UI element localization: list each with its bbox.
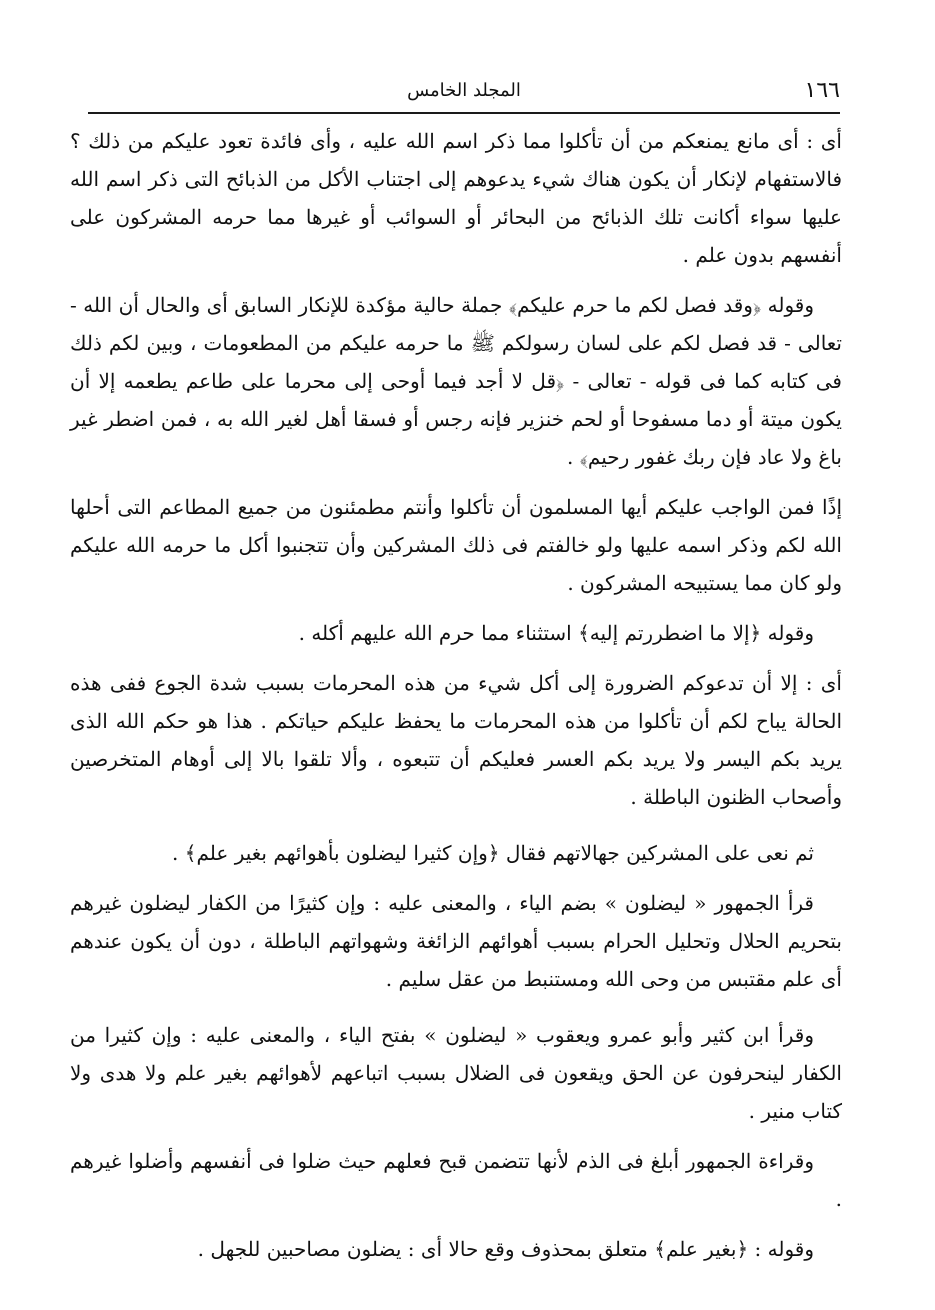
paragraph: أى : إلا أن تدعوكم الضرورة إلى أكل شيء من هذه المحرمات بسبب شدة الجوع ففى هذه الحالة يباح لكم أن تأكلوا من هذه المحرمات ما يحفظ عليكم حياتكم . هذا هو حكم الله الذى يريد بكم اليسر ولا يريد بكم العسر فعليكم أن تتبعوه ، وألا تلقوا بالا إلى أوهام المتخرصين وأصحاب الظنون الباطلة . (70, 671, 842, 809)
running-title: المجلد الخامس (407, 80, 521, 101)
paragraph: إذًا فمن الواجب عليكم أيها المسلمون أن تأكلوا وأنتم مطمئنون من جميع المطاعم التى أحلها الله لكم وذكر اسمه عليها ولو خالفتم فى ذلك المشركين وأن تتجنبوا أكل ما حرمه الله عليكم ولو كان مما يستبيحه المشركون . (70, 495, 843, 595)
page-number: ١٦٦ (804, 78, 840, 103)
paragraph: وقرأ ابن كثير وأبو عمرو ويعقوب « ليضلون » بفتح الياء ، والمعنى عليه : وإن كثيرا من الكفار لينحرفون عن الحق ويقعون فى الضلال بسبب اتباعهم لأهوائهم بغير علم ولا هدى ولا كتاب منير . (70, 1023, 842, 1123)
header-rule (88, 112, 840, 114)
paragraph: قرأ الجمهور « ليضلون » بضم الياء ، والمعنى عليه : وإن كثيرًا من الكفار ليضلون غيرهم بتحريم الحلال وتحليل الحرام بسبب أهوائهم الزائغة وشهواتهم الباطلة ، دون أن يكون عندهم أى علم مقتبس من وحى الله ومستنبط من عقل سليم . (70, 891, 842, 991)
page-header (88, 78, 840, 110)
paragraph: وقوله ﴿وقد فصل لكم ما حرم عليكم﴾ جملة حالية مؤكدة للإنكار السابق أى والحال أن الله - تعالى - قد فصل لكم على لسان رسولكم ﷺ ما حرمه عليكم من المطعومات ، وبين لكم ذلك فى كتابه كما فى قوله - تعالى - ﴿قل لا أجد فيما أوحى إلى محرما على طاعم يطعمه إلا أن يكون ميتة أو دما مسفوحا أو لحم خنزير فإنه رجس أو فسقا أهل لغير الله به ، فمن اضطر غير باغ ولا عاد فإن ربك غفور رحيم﴾ . (70, 293, 842, 469)
paragraph: وقراءة الجمهور أبلغ فى الذم لأنها تتضمن قبح فعلهم حيث ضلوا فى أنفسهم وأضلوا غيرهم . (70, 1149, 842, 1211)
paragraph: وقوله ﴿إلا ما اضطررتم إليه﴾ استثناء مما حرم الله عليهم أكله . (298, 621, 814, 645)
body-text (70, 122, 842, 1280)
paragraph: أى : أى مانع يمنعكم من أن تأكلوا مما ذكر اسم الله عليه ، وأى فائدة تعود عليكم من ذلك ؟ فالاستفهام لإنكار أن يكون هناك شيء يدعوهم إلى اجتناب الأكل من الذبائح التى ذكر اسم الله عليها سواء أكانت تلك الذبائح من البحائر أو السوائب أو غيرها مما حرمه المشركون على أنفسهم بدون علم . (70, 129, 842, 267)
paragraph: وقوله : ﴿بغير علم﴾ متعلق بمحذوف وقع حالا أى : يضلون مصاحبين للجهل . (197, 1237, 814, 1261)
paragraph: ثم نعى على المشركين جهالاتهم فقال ﴿وإن كثيرا ليضلون بأهوائهم بغير علم﴾ . (172, 841, 814, 865)
